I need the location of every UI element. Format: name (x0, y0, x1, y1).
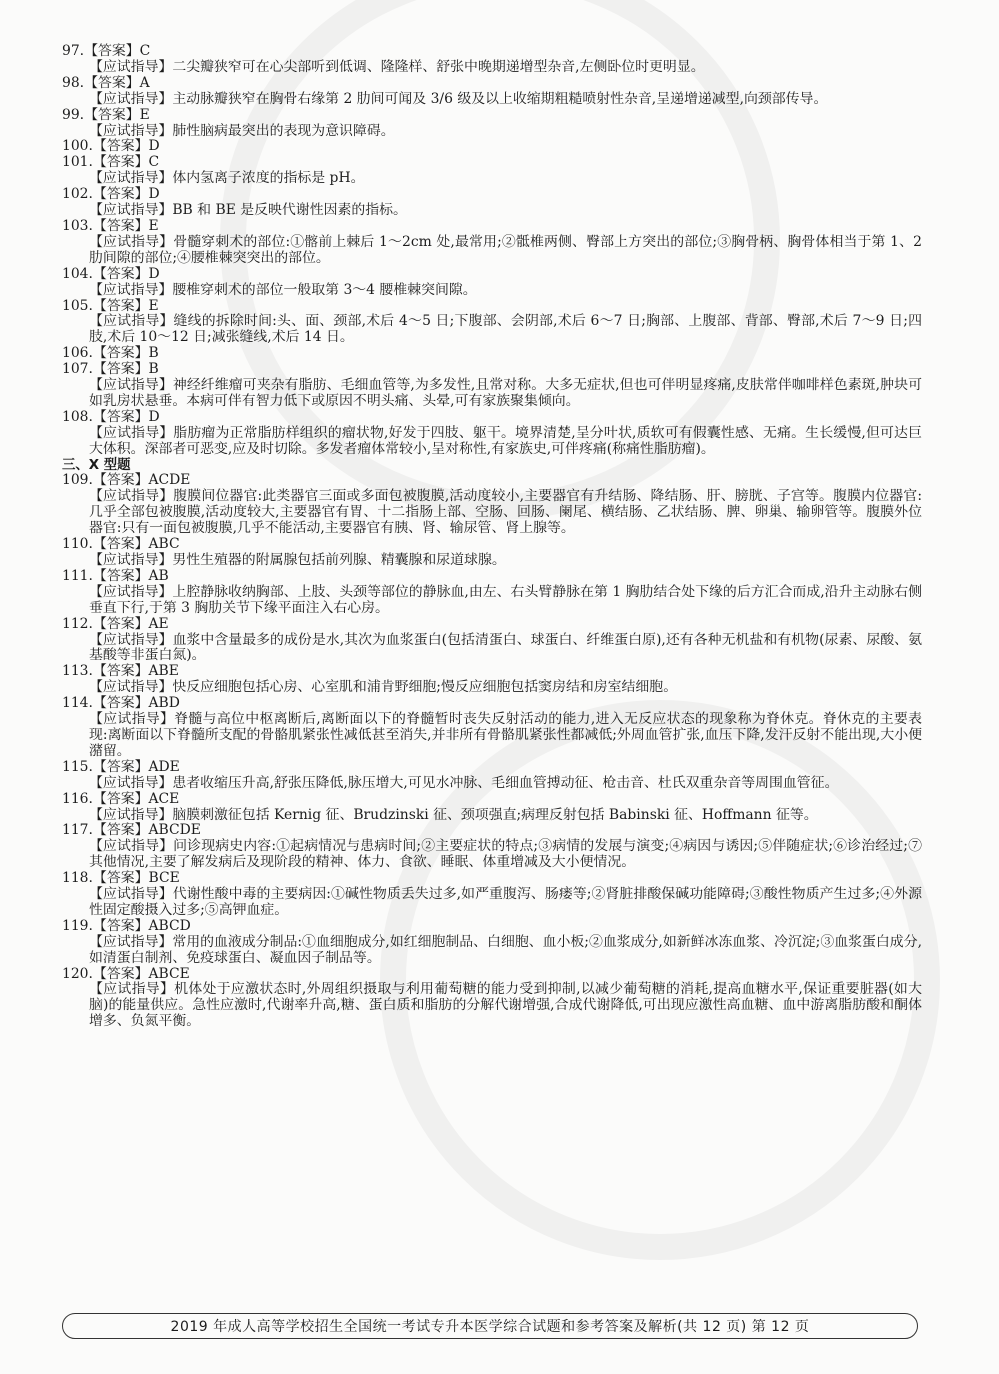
guide-text: 【应试指导】神经纤维瘤可夹杂有脂肪、毛细血管等,为多发性,且常对称。大多无症状,但也可伴明显疼痛,皮肤常伴咖啡样色素斑,肿块可如乳房状悬垂。本病可伴有智力低下或原因不明头痛、头晕,可有家族聚集倾向。 (89, 377, 922, 409)
answer-entry (62, 664, 922, 696)
answer-entry (62, 219, 922, 267)
answer-line: 110.【答案】ABC (62, 536, 180, 553)
guide-text: 【应试指导】脂肪瘤为正常脂肪样组织的瘤状物,好发于四肢、躯干。境界清楚,呈分叶状,质软可有假囊性感、无痛。生长缓慢,但可达巨大体积。深部者可恶变,应及时切除。多发者瘤体常较小,呈对称性,有家族史,可伴疼痛(称痛性脂肪瘤)。 (89, 424, 922, 457)
answer-entry (62, 823, 922, 871)
guide-text: 【应试指导】常用的血液成分制品:①血细胞成分,如红细胞制品、白细胞、血小板;②血浆成分,如新鲜冰冻血浆、冷沉淀;③血浆蛋白成分,如清蛋白制剂、免疫球蛋白、凝血因子制品等。 (89, 933, 922, 966)
answer-line: 99.【答案】E (62, 106, 150, 123)
answer-line: 119.【答案】ABCD (62, 917, 191, 934)
answer-entry (62, 155, 922, 187)
guide-text: 【应试指导】上腔静脉收纳胸部、上肢、头颈等部位的静脉血,由左、右头臂静脉在第 1 胸肋结合处下缘的后方汇合而成,沿升主动脉右侧垂直下行,于第 3 胸肋关节下缘平面注入右心房。 (89, 583, 922, 616)
guide-text: 【应试指导】主动脉瓣狭窄在胸骨右缘第 2 肋间可闻及 3/6 级及以上收缩期粗糙喷射性杂音,呈递增递减型,向颈部传导。 (89, 90, 828, 107)
answer-list (62, 44, 922, 1030)
answer-line: 102.【答案】D (62, 186, 160, 203)
guide-text: 【应试指导】机体处于应激状态时,外周组织摄取与利用葡萄糖的能力受到抑制,以减少葡萄糖的消耗,提高血糖水平,保证重要脏器(如大脑)的能量供应。急性应激时,代谢率升高,糖、蛋白质和脂肪的分解代谢增强,合成代谢降低,可出现应激性高血糖、血中游离脂肪酸和酮体增多、负氮平衡。 (89, 981, 922, 1030)
answer-entry (62, 473, 922, 537)
answer-group-multiple-choice (62, 473, 922, 1030)
answer-entry (62, 696, 922, 760)
answer-line: 107.【答案】B (62, 361, 159, 378)
answer-entry (62, 569, 922, 617)
guide-text: 【应试指导】二尖瓣狭窄可在心尖部听到低调、隆隆样、舒张中晚期递增型杂音,左侧卧位时更明显。 (89, 58, 705, 75)
guide-text: 【应试指导】缝线的拆除时间:头、面、颈部,术后 4～5 日;下腹部、会阴部,术后 6～7 日;胸部、上腹部、背部、臀部,术后 7～9 日;四肢,术后 10～12 日;减张缝线,术后 14 日。 (89, 313, 922, 346)
answer-entry (62, 267, 922, 299)
answer-line: 97.【答案】C (62, 43, 151, 59)
guide-text: 【应试指导】骨髓穿刺术的部位:①髂前上棘后 1～2cm 处,最常用;②骶椎两侧、臀部上方突出的部位;③胸骨柄、胸骨体相当于第 1、2 肋间隙的部位;④腰椎棘突突出的部位。 (89, 233, 922, 266)
guide-text: 【应试指导】BB 和 BE 是反映代谢性因素的指标。 (89, 202, 407, 219)
answer-entry (62, 919, 922, 967)
guide-text: 【应试指导】患者收缩压升高,舒张压降低,脉压增大,可见水冲脉、毛细血管搏动征、枪击音、杜氏双重杂音等周围血管征。 (89, 774, 839, 791)
section-title: 三、X 型题 (62, 457, 131, 473)
answer-line: 106.【答案】B (62, 345, 159, 362)
answer-entry (62, 967, 922, 1031)
answer-entry (62, 537, 922, 569)
guide-text: 【应试指导】腰椎穿刺术的部位一般取第 3～4 腰椎棘突间隙。 (89, 281, 477, 298)
guide-text: 【应试指导】脑膜刺激征包括 Kernig 征、Brudzinski 征、颈项强直;病理反射包括 Babinski 征、Hoffmann 征等。 (89, 806, 818, 823)
answer-entry (62, 617, 922, 665)
answer-line: 101.【答案】C (62, 154, 160, 171)
guide-text: 【应试指导】脊髓与高位中枢离断后,离断面以下的脊髓暂时丧失反射活动的能力,进入无反应状态的现象称为脊休克。脊休克的主要表现:离断面以下脊髓所支配的骨骼肌紧张性减低甚至消失,并非所有骨骼肌紧张性都减低;外周血管扩张,血压下降,发汗反射不能出现,大小便潴留。 (89, 711, 922, 759)
answer-line: 118.【答案】BCE (62, 870, 180, 887)
answer-entry (62, 187, 922, 219)
answer-entry (62, 139, 922, 155)
guide-text: 【应试指导】血浆中含量最多的成份是水,其次为血浆蛋白(包括清蛋白、球蛋白、纤维蛋白原),还有各种无机盐和有机物(尿素、尿酸、氨基酸等非蛋白氮)。 (89, 631, 922, 664)
answer-line: 104.【答案】D (62, 265, 160, 282)
page-footer: 2019 年成人高等学校招生全国统一考试专升本医学综合试题和参考答案及解析(共 12 页) 第 12 页 (62, 1313, 918, 1339)
answer-entry (62, 871, 922, 919)
answer-entry (62, 410, 922, 458)
guide-text: 【应试指导】男性生殖器的附属腺包括前列腺、精囊腺和尿道球腺。 (89, 552, 506, 568)
answer-line: 112.【答案】AE (62, 615, 169, 632)
answer-line: 98.【答案】A (62, 74, 150, 91)
answer-entry (62, 76, 922, 108)
answer-line: 103.【答案】E (62, 217, 159, 234)
answer-entry (62, 299, 922, 347)
answer-entry (62, 362, 922, 410)
answer-group-single-choice (62, 44, 922, 458)
answer-entry (62, 792, 922, 824)
guide-text: 【应试指导】问诊现病史内容:①起病情况与患病时间;②主要症状的特点;③病情的发展与演变;④病因与诱因;⑤伴随症状;⑥诊治经过;⑦其他情况,主要了解发病后及现阶段的精神、体力、食欲、睡眠、体重增减及大小便情况。 (89, 838, 922, 871)
answer-line: 115.【答案】ADE (62, 758, 180, 775)
answer-line: 111.【答案】AB (62, 567, 169, 584)
answer-line: 100.【答案】D (62, 138, 160, 155)
answer-entry (62, 346, 922, 362)
guide-text: 【应试指导】腹膜间位器官:此类器官三面或多面包被腹膜,活动度较小,主要器官有升结肠、降结肠、肝、膀胱、子宫等。腹膜内位器官:几乎全部包被腹膜,活动度较大,主要器官有胃、十二指肠上部、空肠、回肠、阑尾、横结肠、乙状结肠、脾、卵巢、输卵管等。腹膜外位器官:只有一面包被腹膜,几乎不能活动,主要器官有胰、肾、输尿管、肾上腺等。 (89, 488, 922, 537)
guide-text: 【应试指导】快反应细胞包括心房、心室肌和浦肯野细胞;慢反应细胞包括窦房结和房室结细胞。 (89, 679, 678, 696)
guide-text: 【应试指导】代谢性酸中毒的主要病因:①碱性物质丢失过多,如严重腹泻、肠瘘等;②肾脏排酸保碱功能障碍;③酸性物质产生过多;④外源性固定酸摄入过多;⑤高钾血症。 (89, 886, 922, 918)
answer-line: 109.【答案】ACDE (62, 472, 191, 489)
answer-line: 108.【答案】D (62, 408, 160, 425)
answer-entry (62, 44, 922, 76)
answer-entry (62, 760, 922, 792)
guide-text: 【应试指导】体内氢离子浓度的指标是 pH。 (89, 170, 365, 187)
answer-line: 105.【答案】E (62, 297, 159, 314)
answer-line: 113.【答案】ABE (62, 663, 179, 680)
guide-text: 【应试指导】肺性脑病最突出的表现为意识障碍。 (89, 122, 395, 139)
answer-line: 120.【答案】ABCE (62, 965, 190, 982)
answer-entry (62, 108, 922, 140)
answer-line: 117.【答案】ABCDE (62, 822, 201, 839)
answer-line: 114.【答案】ABD (62, 695, 180, 712)
answer-line: 116.【答案】ACE (62, 790, 180, 807)
